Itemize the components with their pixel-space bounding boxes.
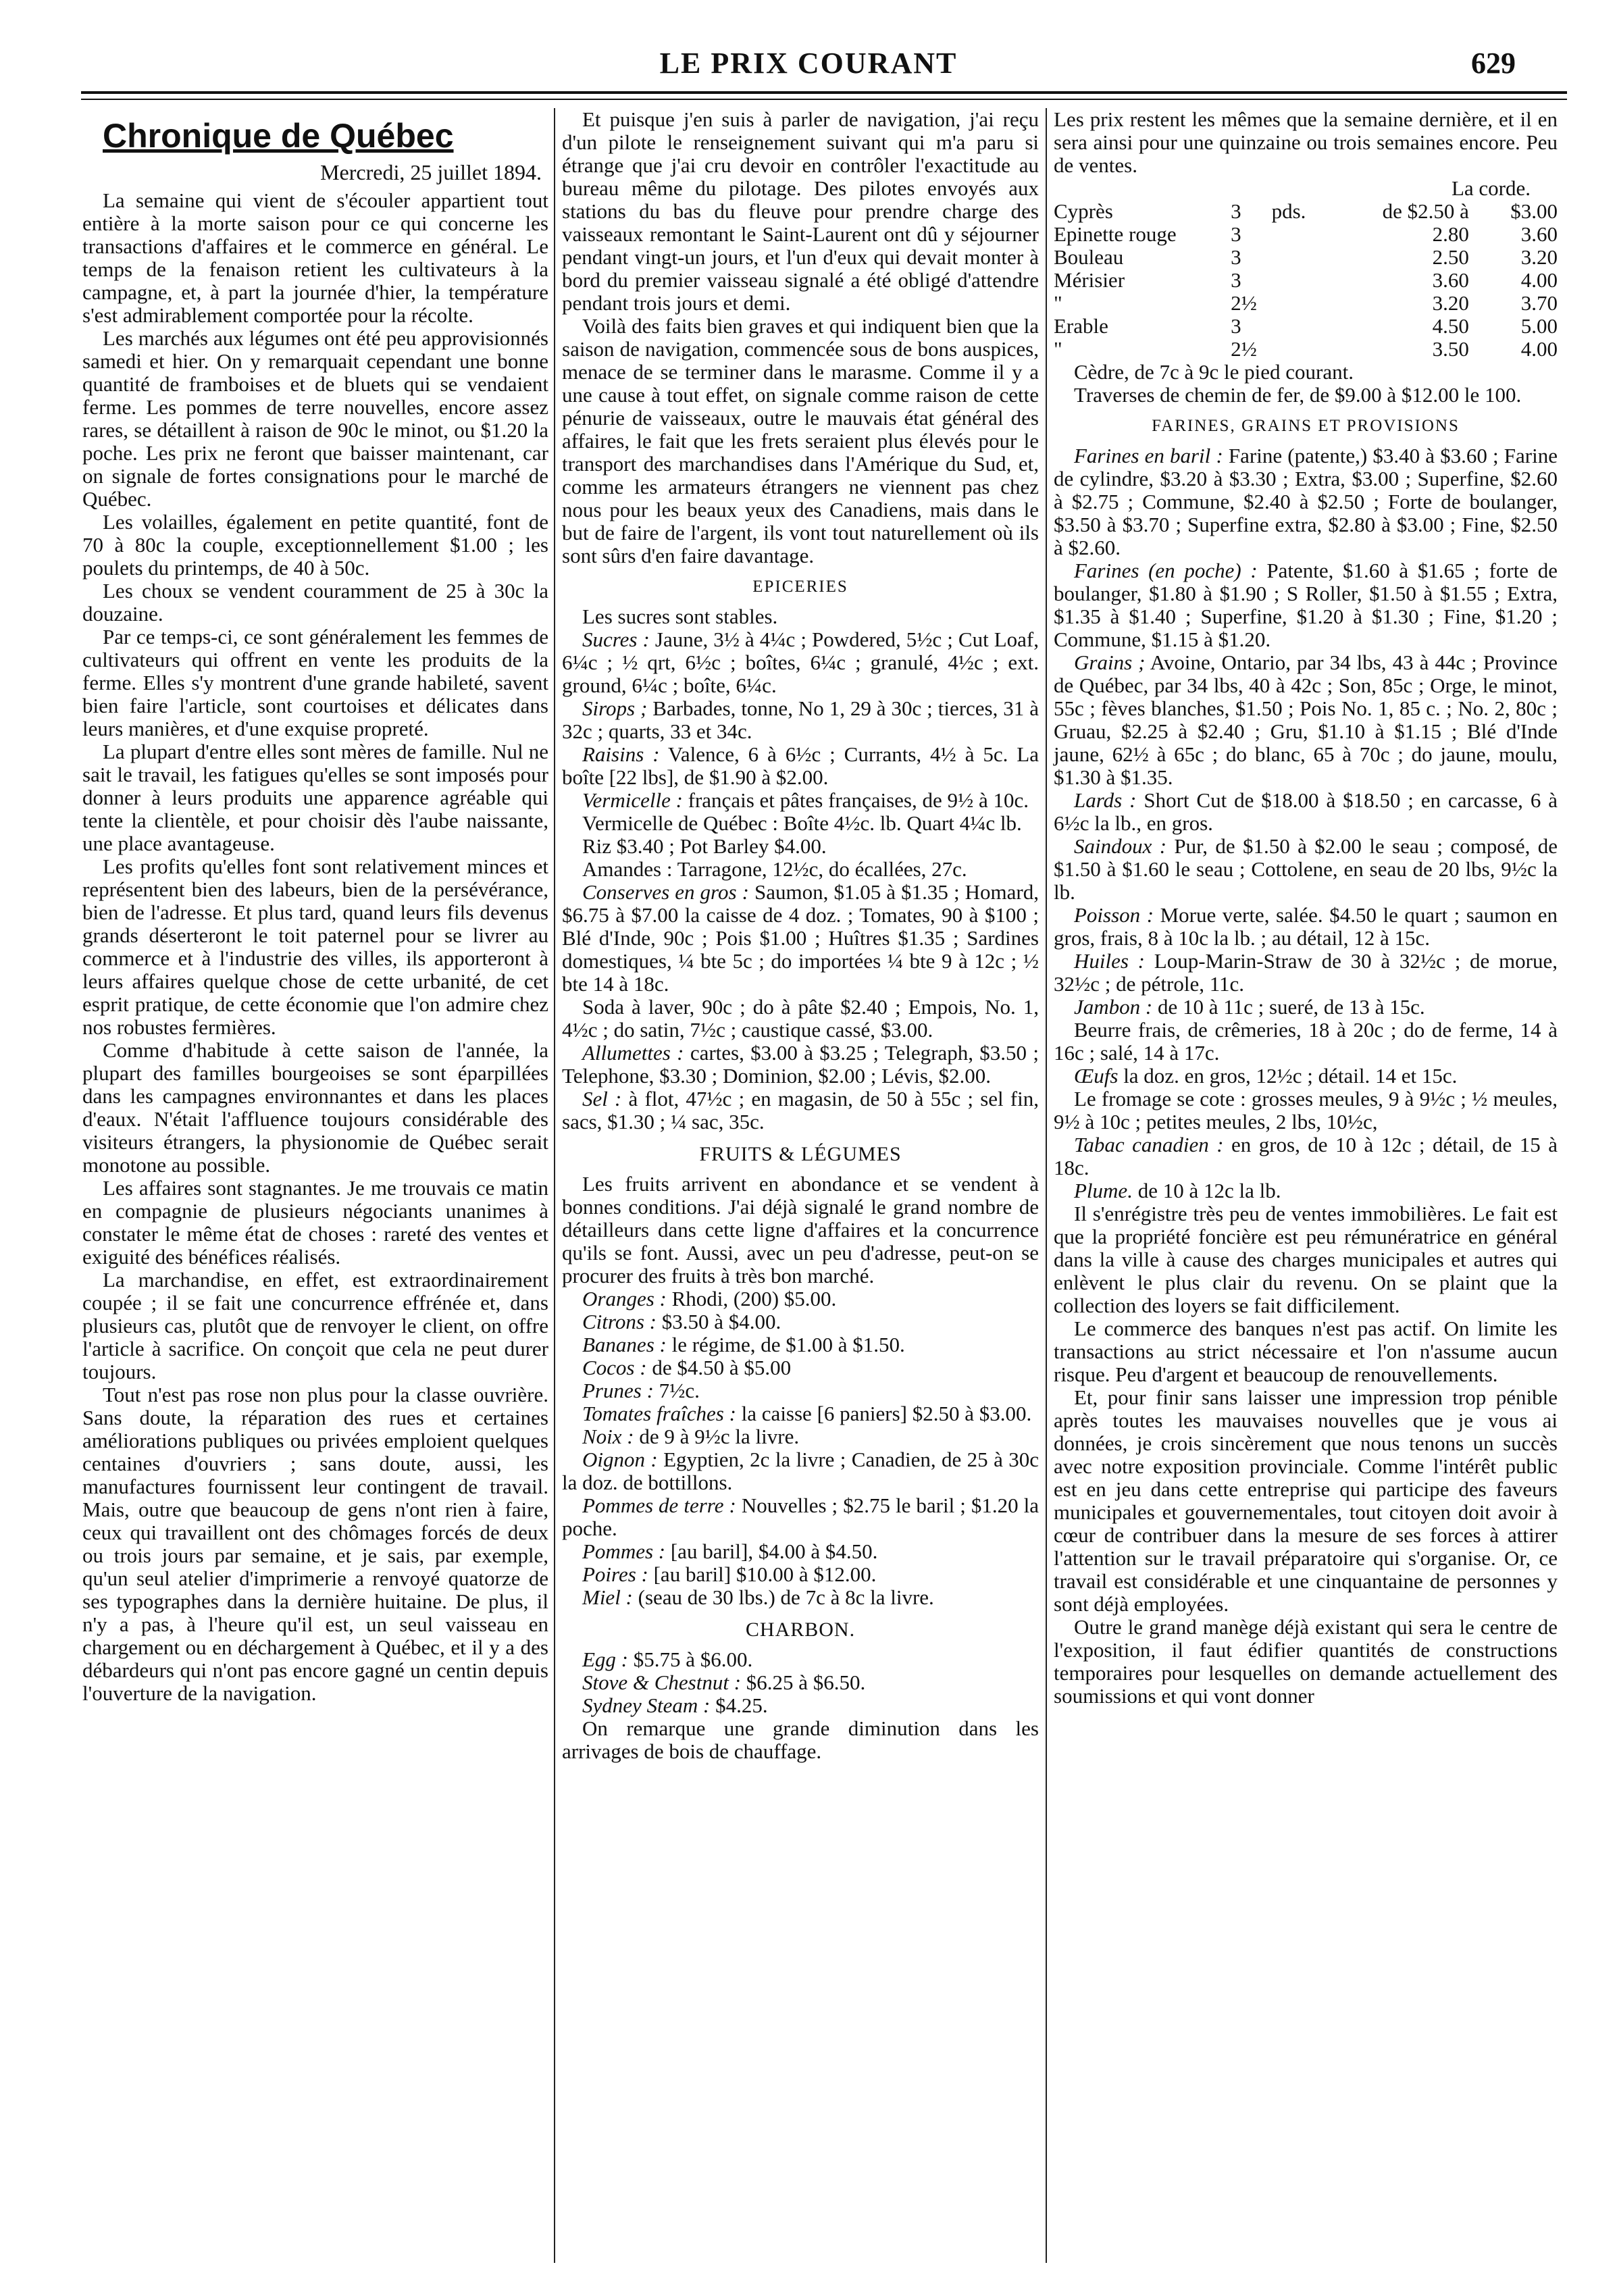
entry-lead: Huiles : [1074, 949, 1146, 973]
price-entry [562, 1586, 1039, 1609]
price-entry [562, 1648, 1039, 1671]
paragraph: Les marchés aux légumes ont été peu approvisionnés samedi et hier. On y remarquait cependant une bonne quantité de framboises et de bluets qui se vendaient ferme. Les pommes de terre nouvelles, encore assez rares, se détaillent à raison de 90c le minot, ou $1.20 la poche. Les prix ne feront que baisser maintenant, car on signale de fortes consignations pour le marché de Québec. [82, 326, 548, 511]
price-entry [562, 1448, 1039, 1494]
entry-text: Morue verte, salée. $4.50 le quart ; saumon en gros, frais, 8 à 10c la lb. ; au détail, 12 à 15c. [1054, 903, 1558, 950]
page-number: 629 [1471, 47, 1516, 80]
entry-text: de 10 à 11c ; sueré, de 13 à 15c. [1152, 995, 1425, 1019]
entry-lead: Prunes : [582, 1379, 654, 1402]
wood-row [1054, 223, 1558, 246]
entry-lead: Sydney Steam : [582, 1693, 711, 1717]
entry-text: français et pâtes françaises, de 9½ à 10c. [682, 788, 1029, 812]
entry-text: la caisse [6 paniers] $2.50 à $3.00. [736, 1402, 1032, 1425]
wood-from: de $2.50 à [1382, 199, 1469, 223]
paragraph: Et puisque j'en suis à parler de navigation, j'ai reçu d'un pilote le renseignement suivant qui m'a paru si étrange que j'ai cru devoir en contrôler l'exactitude au bureau même du pilotage. Des pilotes envoyés aux stations du bas du fleuve pour prendre charge des vaisseaux remontant le Saint-Laurent ont dû y séjourner pendant vingt-un jours, et l'un d'eux qui devait monter à bord du premier vaisseau signalé a été obligé d'attendre pendant trois jours et demi. [562, 107, 1039, 315]
publication-title: LE PRIX COURANT [659, 47, 958, 80]
entry-text: Valence, 6 à 6½c ; Currants, 4½ à 5c. La boîte [22 lbs], de $1.90 à $2.00. [562, 742, 1039, 789]
column-divider [554, 108, 555, 2263]
entry-lead: Sirops ; [582, 696, 648, 720]
price-entry [562, 789, 1039, 812]
price-entry [1054, 651, 1558, 789]
paragraph: Outre le grand manège déjà existant qui sera le centre de l'exposition, il faut édifier quantités de constructions temporaires pour lesquelles on demande actuellement des soumissions et qui vont donner [1054, 1615, 1558, 1708]
entry-lead: Tabac canadien : [1074, 1133, 1224, 1156]
navigation-paragraphs [562, 108, 1039, 567]
wood-row [1054, 292, 1558, 315]
entry-lead: Plume. [1074, 1179, 1133, 1202]
wood-from: 3.60 [1432, 268, 1469, 292]
entry-text: de 9 à 9½c la livre. [634, 1425, 800, 1448]
wood-unit-label: La corde. [1451, 176, 1531, 200]
entry-text: [au baril] $10.00 à $12.00. [648, 1562, 877, 1586]
entry-text: (seau de 30 lbs.) de 7c à 8c la livre. [632, 1585, 934, 1609]
wood-unit [1272, 338, 1333, 361]
entry-text: $3.50 à $4.00. [656, 1310, 781, 1333]
entry-lead: Cocos : [582, 1356, 647, 1379]
closing-paragraphs [1054, 1202, 1558, 1708]
entry-lead: Sucres : [582, 628, 650, 651]
entry-text: Short Cut de $18.00 à $18.50 ; en carcasse, 6 à 6½c la lb., en gros. [1054, 788, 1558, 835]
price-entry [562, 1494, 1039, 1540]
entry-lead: Grains ; [1074, 650, 1146, 674]
price-entry [562, 858, 1039, 881]
price-entry [1054, 996, 1558, 1019]
fruits-list [562, 1173, 1039, 1609]
entry-text: Soda à laver, 90c ; do à pâte $2.40 ; Empois, No. 1, 4½c ; do satin, 7½c ; caustique cassé, $3.00. [562, 995, 1039, 1042]
price-entry [562, 996, 1039, 1042]
price-entry [562, 743, 1039, 789]
price-entry [562, 1287, 1039, 1310]
price-entry [1054, 1179, 1558, 1202]
entry-text: $6.25 à $6.50. [741, 1670, 866, 1694]
price-entry [562, 1042, 1039, 1088]
price-entry [562, 1310, 1039, 1333]
farines-list [1054, 444, 1558, 1202]
price-entry [562, 1379, 1039, 1402]
price-entry [1054, 1088, 1558, 1133]
entry-text: Amandes : Tarragone, 12½c, do écallées, 27c. [582, 857, 967, 881]
wood-size: 3 [1231, 314, 1241, 338]
wood-from: 3.50 [1432, 337, 1469, 361]
wood-name: Bouleau [1054, 245, 1124, 269]
entry-lead: Citrons : [582, 1310, 657, 1333]
article-body [82, 189, 548, 1705]
price-entry [562, 1563, 1039, 1586]
entry-text: $5.75 à $6.00. [628, 1648, 753, 1671]
price-entry [562, 1540, 1039, 1563]
column-2 [562, 108, 1039, 1763]
entry-lead: Poisson : [1074, 903, 1154, 927]
paragraph: Voilà des faits bien graves et qui indiquent bien que la saison de navigation, commencée sous de bons auspices, menace de se terminer dans le marasme. Comme il y a une cause à tout effet, on signale comme raison de cette pénurie de vaisseaux, outre le mauvais état général des affaires, le fait que les frets seraient plus élevés pour le transport des marchandises dans l'Amérique du Sud, et, comme les armateurs étrangers ne viennent pas chez nous pour les beaux yeux des Canadiens, mais dans le but de faire de l'argent, ils vont tout naturellement où ils sont sûrs d'en faire davantage. [562, 314, 1039, 567]
wood-name: Epinette rouge [1054, 222, 1177, 246]
paragraph: Il s'enrégistre très peu de ventes immobilières. Le fait est que la propriété foncière est peu rémunératrice en général dans la ville à cause des charges municipales et autres qui enlèvent le plus clair du revenu. On se plaint que la collection des loyers se fait difficilement. [1054, 1202, 1558, 1317]
wood-to: 3.20 [1520, 245, 1558, 269]
epiceries-list [562, 605, 1039, 1133]
section-heading-charbon: CHARBON. [745, 1618, 856, 1641]
entry-lead: Pommes de terre : [582, 1494, 736, 1517]
paragraph: La marchandise, en effet, est extraordinairement coupée ; il se fait une concurrence effrénée et, dans plusieurs cas, plutôt que de renvoyer le client, on offre l'article à sacrifice. On conçoit que cela ne peut durer toujours. [82, 1268, 548, 1383]
wood-size: 3 [1231, 268, 1241, 292]
wood-unit [1272, 223, 1333, 246]
wood-name: " [1054, 291, 1062, 315]
paragraph: La semaine qui vient de s'écouler appartient tout entière à la morte saison pour ce qui concerne les transactions d'affaires et le commerce en général. Le temps de la fenaison retient les cultivateurs à la campagne, et, à part la journée d'hier, la température s'est admirablement comportée pour la récolte. [82, 188, 548, 327]
entry-lead: Oignon : [582, 1448, 658, 1471]
wood-to: 3.60 [1520, 222, 1558, 246]
section-heading-fruits: FRUITS & LÉGUMES [699, 1143, 902, 1165]
price-entry [562, 1402, 1039, 1425]
paragraph: Tout n'est pas rose non plus pour la classe ouvrière. Sans doute, la réparation des rues et certaines améliorations publiques ou privées emploient quelques centaines d'ouvriers ; sans doute, aussi, les manufactures fournissent leur contingent de travail. Mais, outre que beaucoup de gens n'ont rien à faire, ceux qui travaillent ont des chômages forcés de deux ou trois jours par semaine, et je sais, par exemple, qu'un seul atelier d'imprimerie a renvoyé quatorze de ses typographes dans la dernière huitaine. De plus, il n'y a pas, à l'heure qu'il est, un seul vaisseau en chargement ou en déchargement à Québec, et il y a des débardeurs qui n'ont pas encore gagné un centin depuis l'ouverture de la navigation. [82, 1383, 548, 1705]
wood-from: 4.50 [1432, 314, 1469, 338]
entry-lead: Sel : [582, 1087, 622, 1111]
entry-lead: Miel : [582, 1585, 633, 1609]
entry-text: Le fromage se cote : grosses meules, 9 à 9½c ; ½ meules, 9½ à 10c ; petites meules, 2 lbs, 10½c, [1054, 1087, 1558, 1133]
entry-text: à flot, 47½c ; en magasin, de 50 à 55c ; sel fin, sacs, $1.30 ; ¼ sac, 35c. [562, 1087, 1039, 1133]
paragraph: Comme d'habitude à cette saison de l'année, la plupart des familles bourgeoises se sont éparpillées dans les campagnes environnantes et dans les places d'eaux. N'était l'affluence toujours considérable des visiteurs étrangers, la physionomie de Québec serait monotone au possible. [82, 1038, 548, 1177]
wood-to: 4.00 [1520, 268, 1558, 292]
entry-text: Les sucres sont stables. [582, 605, 778, 628]
entry-text: Les fruits arrivent en abondance et se vendent à bonnes conditions. J'ai déjà signalé le grand nombre de détailleurs dans cette ligne d'affaires et la concurrence qu'ils se font. Aussi, avec un peu d'adresse, peut-on se procurer des fruits à très bon marché. [562, 1172, 1039, 1287]
wood-unit [1272, 246, 1333, 269]
paragraph: Le commerce des banques n'est pas actif. On limite les transactions au strict nécessaire et l'on n'assume aucun risque. Peu d'argent et beaucoup de renouvellements. [1054, 1317, 1558, 1386]
price-entry [562, 697, 1039, 743]
price-entry [562, 605, 1039, 628]
price-entry [562, 812, 1039, 835]
price-entry [1054, 1065, 1558, 1088]
wood-size: 2½ [1231, 337, 1257, 361]
entry-lead: Lards : [1074, 788, 1137, 812]
paragraph: Les volailles, également en petite quantité, font de 70 à 80c la couple, exceptionnellement $1.00 ; les poulets du printemps, de 40 à 50c. [82, 510, 548, 580]
paragraph: Les choux se vendent couramment de 25 à 30c la douzaine. [82, 579, 548, 626]
article-date: Mercredi, 25 juillet 1894. [320, 160, 542, 184]
entry-lead: Tomates fraîches : [582, 1402, 736, 1425]
entry-text: Nouvelles ; $2.75 le baril ; $1.20 la poche. [562, 1494, 1039, 1540]
column-divider [1046, 108, 1047, 2263]
price-entry [562, 1356, 1039, 1379]
entry-lead: Raisins : [582, 742, 660, 766]
column-3 [1054, 108, 1558, 1708]
entry-lead: Stove & Chestnut : [582, 1670, 742, 1694]
entry-lead: Farines (en poche) : [1074, 559, 1258, 582]
entry-lead: Egg : [582, 1648, 629, 1671]
paragraph: Les affaires sont stagnantes. Je me trouvais ce matin en compagnie de plusieurs négociants unanimes à constater le même état de choses : rareté des ventes et exiguité des bénéfices réalisés. [82, 1176, 548, 1269]
entry-lead: Noix : [582, 1425, 634, 1448]
wood-intro: Les prix restent les mêmes que la semaine dernière, et il en sera ainsi pour une quinzaine ou trois semaines encore. Peu de ventes. [1054, 107, 1558, 177]
price-entry [562, 881, 1039, 996]
entry-lead: Saindoux : [1074, 834, 1167, 858]
wood-row [1054, 338, 1558, 361]
price-entry [562, 628, 1039, 697]
price-entry [1054, 1133, 1558, 1179]
entry-text: Rhodi, (200) $5.00. [666, 1287, 837, 1310]
entry-text: Beurre frais, de crêmeries, 18 à 20c ; do de ferme, 14 à 16c ; salé, 14 à 17c. [1054, 1018, 1558, 1065]
wood-row [1054, 269, 1558, 292]
column-1 [82, 108, 548, 1705]
wood-to: $3.00 [1510, 199, 1558, 223]
wood-from: 3.20 [1432, 291, 1469, 315]
entry-lead: Bananes : [582, 1333, 667, 1356]
wood-size: 2½ [1231, 291, 1257, 315]
section-heading-farines: FARINES, GRAINS ET PROVISIONS [1152, 417, 1460, 435]
wood-name: Erable [1054, 314, 1108, 338]
entry-text: le régime, de $1.00 à $1.50. [666, 1333, 905, 1356]
entry-text: 7½c. [653, 1379, 700, 1402]
charbon-list [562, 1648, 1039, 1717]
entry-text: Loup-Marin-Straw de 30 à 32½c ; de morue, 32½c ; de pétrole, 11c. [1054, 949, 1558, 996]
wood-unit [1272, 269, 1333, 292]
entry-text: Egyptien, 2c la livre ; Canadien, de 25 à 30c la doz. de bottillons. [562, 1448, 1039, 1494]
price-entry [562, 1425, 1039, 1448]
wood-unit [1272, 315, 1333, 338]
entry-lead: Jambon : [1074, 995, 1153, 1019]
wood-name: Cyprès [1054, 199, 1113, 223]
entry-text: $4.25. [710, 1693, 768, 1717]
wood-row [1054, 200, 1558, 223]
wood-to: 5.00 [1520, 314, 1558, 338]
entry-lead: Pommes : [582, 1539, 666, 1563]
paragraph: Les profits qu'elles font sont relativement minces et représentent bien des labeurs, bien de la persévérance, bien de l'adresse. Et plus tard, quand leurs fils devenus grands déserteront le toit paternel pour se livrer au commerce et à l'industrie des villes, ils apporteront à leurs affaires quelque chose de cette urbanité, de cet esprit pratique, de cette économie que l'on admire chez nos robustes fermières. [82, 854, 548, 1039]
entry-text: Vermicelle de Québec : Boîte 4½c. lb. Quart 4¼c lb. [582, 811, 1022, 835]
wood-price-table [1054, 200, 1558, 361]
price-entry [1054, 904, 1558, 950]
entry-text: Patente, $1.60 à $1.65 ; forte de boulanger, $1.80 à $1.90 ; S Roller, $1.50 à $1.55 ; Extra, $1.35 à $1.40 ; Superfine, $1.20 à $1.30 ; Fine, $1.20 ; Commune, $1.15 à $1.20. [1054, 559, 1558, 651]
entry-lead: Oranges : [582, 1287, 667, 1310]
entry-text: la doz. en gros, 12½c ; détail. 14 et 15c. [1118, 1064, 1458, 1088]
wood-to: 3.70 [1520, 291, 1558, 315]
price-entry [1054, 444, 1558, 559]
price-entry [562, 1173, 1039, 1287]
entry-text: Saumon, $1.05 à $1.35 ; Homard, $6.75 à $7.00 la caisse de 4 doz. ; Tomates, 90 à $100 ; Blé d'Inde, 90c ; Pois $1.00 ; Huîtres $1.35 ; Sardines domestiques, ¼ bte 5c ; do importées ¼ bte 9 à 12c ; ½ bte 14 à 18c. [562, 880, 1039, 996]
paragraph: Cèdre, de 7c à 9c le pied courant. [1074, 360, 1354, 384]
wood-name: " [1054, 337, 1062, 361]
wood-size: 3 [1231, 199, 1241, 223]
wood-unit [1272, 292, 1333, 315]
wood-row [1054, 246, 1558, 269]
closing-paragraph: On remarque une grande diminution dans les arrivages de bois de chauffage. [562, 1716, 1039, 1763]
entry-lead: Conserves en gros : [582, 880, 749, 904]
entry-text: de $4.50 à $5.00 [646, 1356, 792, 1379]
entry-lead: Vermicelle : [582, 788, 683, 812]
paragraph: La plupart d'entre elles sont mères de famille. Nul ne sait le travail, les fatigues qu'elles se sont imposés pour donner à leurs produits une apparence agréable qui tente la clientèle, et pour choisir dès l'aube naissante, une place avantageuse. [82, 740, 548, 855]
wood-to: 4.00 [1520, 337, 1558, 361]
wood-row [1054, 315, 1558, 338]
price-entry [562, 835, 1039, 858]
entry-text: Barbades, tonne, No 1, 29 à 30c ; tierces, 31 à 32c ; quarts, 33 et 34c. [562, 696, 1039, 743]
wood-from: 2.50 [1432, 245, 1469, 269]
paragraph: Par ce temps-ci, ce sont généralement les femmes de cultivateurs qui offrent en vente les produits de la ferme. Elles s'y montrent d'une grande habileté, savent bien faire l'article, sont courtoises et délicates dans leurs manières, et d'une exquise propreté. [82, 625, 548, 740]
wood-from: 2.80 [1432, 222, 1469, 246]
price-entry [1054, 559, 1558, 651]
wood-notes [1054, 361, 1558, 407]
entry-text: [au baril], $4.00 à $4.50. [665, 1539, 878, 1563]
header-rule-thin [81, 99, 1567, 100]
entry-text: Farine (patente,) $3.40 à $3.60 ; Farine de cylindre, $3.20 à $3.30 ; Extra, $3.00 ; Superfine, $2.60 à $2.75 ; Commune, $2.40 à $2.50 ; Forte de boulanger, $3.50 à $3.70 ; Superfine extra, $2.80 à $3.00 ; Fine, $2.50 à $2.60. [1054, 444, 1558, 559]
wood-size: 3 [1231, 222, 1241, 246]
entry-text: Avoine, Ontario, par 34 lbs, 43 à 44c ; Province de Québec, par 34 lbs, 40 à 42c ; Son, 85c ; Orge, le minot, 55c ; fèves blanches, $1.50 ; Pois No. 1, 85 c. ; No. 2, 80c ; Gruau, $2.25 à $2.40 ; Gru, $1.10 à $1.15 ; Blé d'Inde jaune, 62½ à 65c ; do blanc, 65 à 70c ; do jaune, moulu, $1.30 à $1.35. [1054, 650, 1558, 789]
article-heading: Chronique de Québec [103, 117, 454, 155]
entry-text: en gros, de 10 à 12c ; détail, de 15 à 18c. [1054, 1133, 1558, 1179]
header-rule [81, 91, 1567, 94]
entry-text: Riz $3.40 ; Pot Barley $4.00. [582, 834, 827, 858]
price-entry [1054, 789, 1558, 835]
paragraph: Traverses de chemin de fer, de $9.00 à $12.00 le 100. [1074, 383, 1522, 407]
entry-lead: Allumettes : [582, 1041, 684, 1065]
wood-unit: pds. [1271, 199, 1306, 223]
entry-text: Pur, de $1.50 à $2.00 le seau ; composé, de $1.50 à $1.60 le seau ; Cottolene, en seau de 20 lbs, 9½c la lb. [1054, 834, 1558, 904]
entry-text: de 10 à 12c la lb. [1132, 1179, 1281, 1202]
entry-lead: Farines en baril : [1074, 444, 1223, 467]
price-entry [562, 1671, 1039, 1694]
price-entry [1054, 950, 1558, 996]
entry-lead: Œufs [1074, 1064, 1119, 1088]
price-entry [562, 1088, 1039, 1133]
wood-size: 3 [1231, 245, 1241, 269]
price-entry [1054, 1019, 1558, 1065]
entry-lead: Poires : [582, 1562, 648, 1586]
price-entry [562, 1694, 1039, 1717]
entry-text: cartes, $3.00 à $3.25 ; Telegraph, $3.50 ; Telephone, $3.30 ; Dominion, $2.00 ; Lévis, $2.00. [562, 1041, 1039, 1088]
paragraph: Et, pour finir sans laisser une impression trop pénible après toutes les mauvaises nouvelles que je vous ai données, je crois sincèrement que nous tenons un succès avec notre exposition provinciale. Comme l'intérêt public est en jeu dans cette entreprise qui participe des faveurs municipales et gouvernementales, tout citoyen doit avoir à cœur de contribuer dans la mesure de ses forces à attirer l'attention sur le travail préparatoire qui s'organise. Or, ce travail est considérable et une cinquantaine de personnes y sont déjà employées. [1054, 1385, 1558, 1616]
price-entry [1054, 835, 1558, 904]
price-entry [562, 1333, 1039, 1356]
wood-name: Mérisier [1054, 268, 1125, 292]
section-heading-epiceries: EPICERIES [752, 578, 848, 596]
entry-text: Jaune, 3½ à 4¼c ; Powdered, 5½c ; Cut Loaf, 6¼c ; ½ qrt, 6½c ; boîtes, 6¼c ; granulé, 4½c ; ext. ground, 6¼c ; boîte, 6¼c. [562, 628, 1039, 697]
